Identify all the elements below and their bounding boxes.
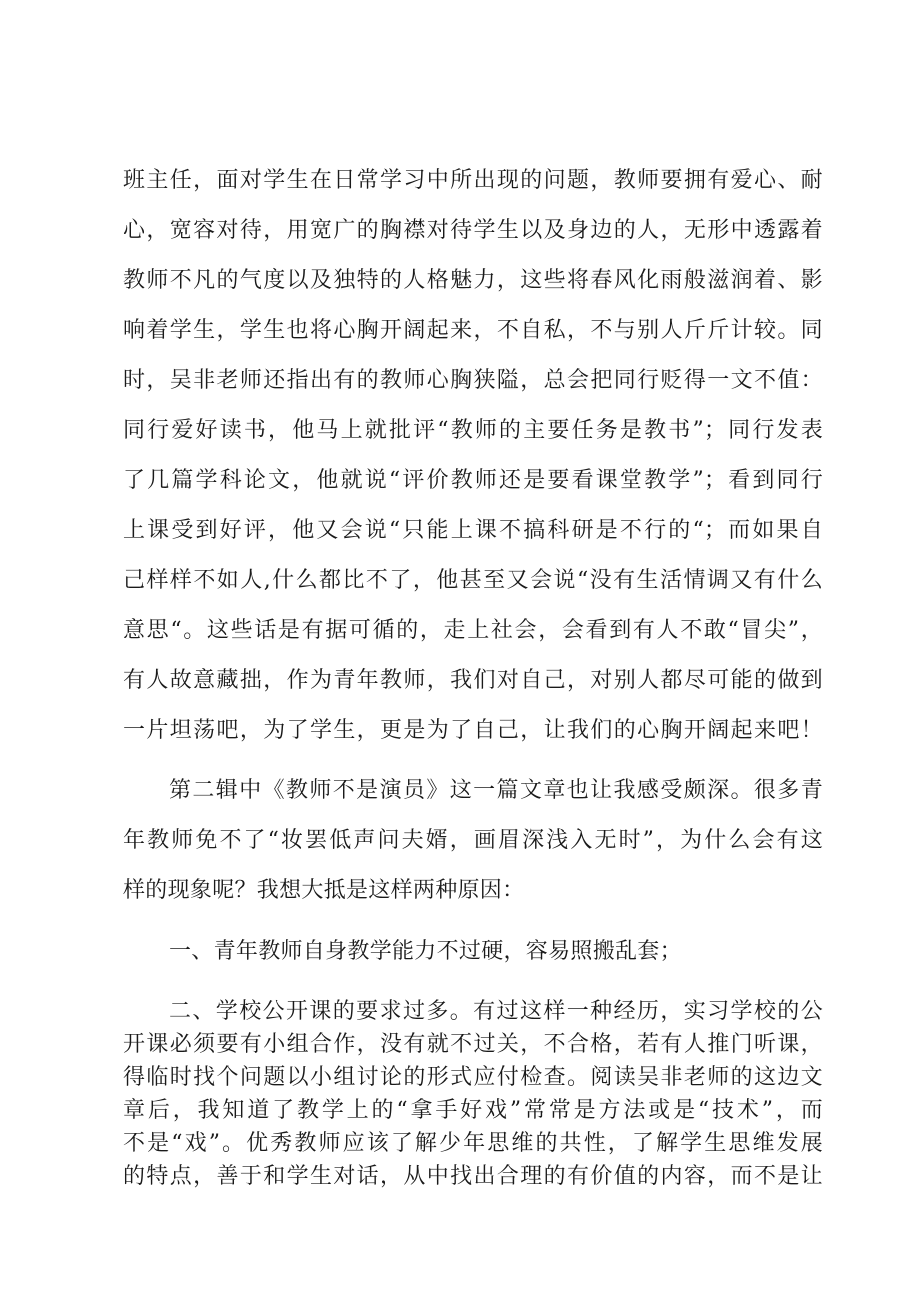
text-line: 了几篇学科论文，他就说“评价教师还是要看课堂教学”；看到同行 (123, 468, 823, 493)
text-line: 一片坦荡吧，为了学生，更是为了自己，让我们的心胸开阔起来吧！ (123, 718, 823, 743)
text-line: 样的现象呢？我想大抵是这样两种原因： (123, 878, 525, 903)
text-line: 年教师免不了“妆罢低声问夫婿，画眉深浅入无时”，为什么会有这 (123, 828, 823, 853)
text-line: 意思“。这些话是有据可循的，走上社会，会看到有人不敢“冒尖”， (123, 618, 823, 643)
text-line: 开课必须要有小组合作，没有就不过关，不合格，若有人推门听课， (123, 1032, 823, 1057)
text-line: 的特点，善于和学生对话，从中找出合理的有价值的内容，而不是让 (123, 1164, 823, 1189)
list-item: 二、学校公开课的要求过多。有过这样一种经历，实习学校的公 (169, 999, 823, 1024)
text-line: 章后，我知道了教学上的“拿手好戏”常常是方法或是“技术”，而 (123, 1098, 823, 1123)
text-line: 同行爱好读书，他马上就批评“教师的主要任务是教书”；同行发表 (123, 418, 823, 443)
text-line: 教师不凡的气度以及独特的人格魅力，这些将春风化雨般滋润着、影 (123, 268, 823, 293)
text-line: 上课受到好评，他又会说“只能上课不搞科研是不行的“；而如果自 (123, 518, 823, 543)
text-line: 不是“戏”。优秀教师应该了解少年思维的共性，了解学生思维发展 (123, 1131, 823, 1156)
text-line: 响着学生，学生也将心胸开阔起来，不自私，不与别人斤斤计较。同 (123, 318, 823, 343)
text-line: 己样样不如人,什么都比不了，他甚至又会说“没有生活情调又有什么 (123, 568, 823, 593)
text-line: 有人故意藏拙，作为青年教师，我们对自己，对别人都尽可能的做到 (123, 668, 823, 693)
text-line: 得临时找个问题以小组讨论的形式应付检查。阅读吴非老师的这边文 (123, 1065, 823, 1090)
text-line: 班主任，面对学生在日常学习中所出现的问题，教师要拥有爱心、耐 (123, 168, 823, 193)
text-line: 时，吴非老师还指出有的教师心胸狭隘，总会把同行贬得一文不值： (123, 368, 823, 393)
paragraph-first-line: 第二辑中《教师不是演员》这一篇文章也让我感受颇深。很多青 (169, 778, 823, 803)
list-item: 一、青年教师自身教学能力不过硬，容易照搬乱套； (169, 939, 682, 964)
text-line: 心，宽容对待，用宽广的胸襟对待学生以及身边的人，无形中透露着 (123, 218, 823, 243)
